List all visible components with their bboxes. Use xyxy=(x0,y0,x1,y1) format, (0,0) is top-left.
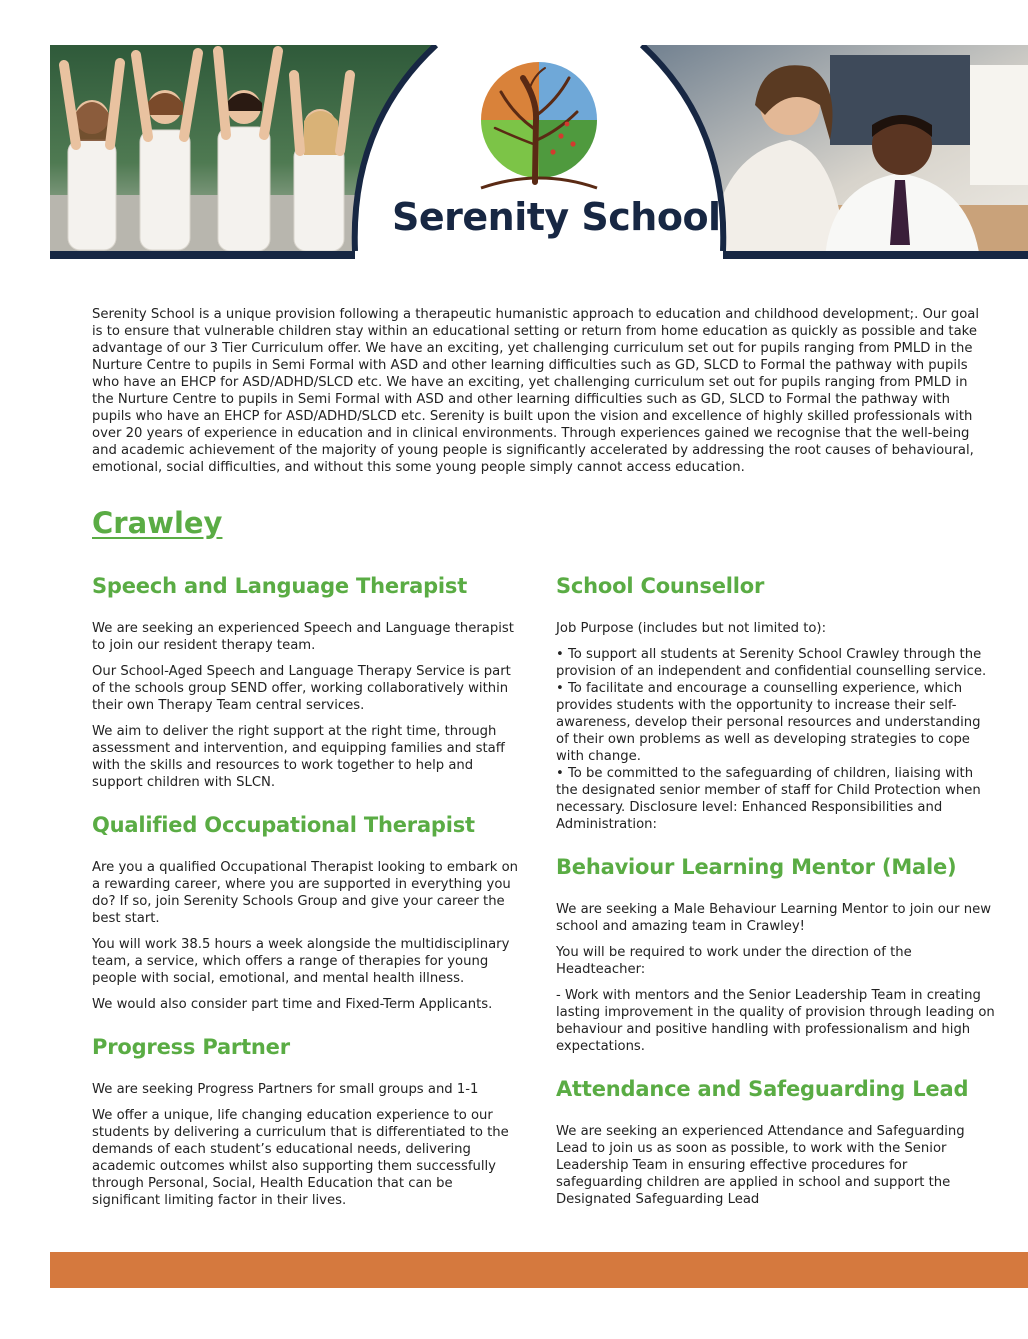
jobs-right-column xyxy=(556,570,996,1226)
job-paragraph: You will work 38.5 hours a week alongside the multidisciplinary team, a service, which offers a range of therapies for young people with social, emotional, and mental health illness. xyxy=(92,937,510,986)
job-paragraph: Our School-Aged Speech and Language Therapy Service is part of the schools group SEND offer, working collaboratively within their own Therapy Team central services. xyxy=(92,664,511,713)
job-paragraph: - Work with mentors and the Senior Leadership Team in creating lasting improvement in the quality of provision through leading on behaviour and positive handling with professionalism and high expectations. xyxy=(556,988,995,1054)
intro-paragraph: Serenity School is a unique provision following a therapeutic humanistic approach to education and childhood development;. Our goal is to ensure that vulnerable children stay within an educational setting or return from home education as quickly as possible and take advantage of our 3 Tier Curriculum offer. We have an exciting, yet challenging curriculum set out for pupils ranging from PMLD in the Nurture Centre to pupils in Semi Formal with ASD and other learning difficulties such as GD, SLCD to Formal the pathway with pupils who have an EHCP for ASD/ADHD/SLCD etc. We have an exciting, yet challenging curriculum set out for pupils ranging from PMLD in the Nurture Centre to pupils in Semi Formal with ASD and other learning difficulties such as GD, SLCD to Formal the pathway with pupils who have an EHCP for ASD/ADHD/SLCD etc. Serenity is built upon the vision and excellence of highly skilled professionals with over 20 years of experience in education and in clinical environments. Through experiences gained we recognise that the well-being and academic achievement of the majority of young people is significantly accelerated by addressing the root causes of behavioural, emotional, social difficulties, and without this some young people simply cannot access education. xyxy=(92,307,980,475)
job-school-counsellor xyxy=(556,570,996,833)
job-title: Attendance and Safeguarding Lead xyxy=(556,1077,969,1101)
location-heading: Crawley xyxy=(92,506,223,540)
job-title: Progress Partner xyxy=(92,1035,290,1059)
job-paragraph: We are seeking an experienced Speech and Language therapist to join our resident therapy team. xyxy=(92,621,514,653)
job-paragraph: We are seeking a Male Behaviour Learning Mentor to join our new school and amazing team in Crawley! xyxy=(556,902,992,934)
job-title: Behaviour Learning Mentor (Male) xyxy=(556,855,957,879)
job-paragraph: We would also consider part time and Fixed-Term Applicants. xyxy=(92,997,493,1012)
job-paragraph: We are seeking Progress Partners for small groups and 1-1 xyxy=(92,1082,479,1097)
header-banner xyxy=(50,45,1028,259)
job-title: Qualified Occupational Therapist xyxy=(92,813,475,837)
job-paragraph: We aim to deliver the right support at the right time, through assessment and intervention, and equipping families and staff with the skills and resources to work together to help and support children with SLCN. xyxy=(92,724,505,790)
brand-name: Serenity School xyxy=(392,195,721,239)
job-attendance-safeguarding-lead xyxy=(556,1073,996,1208)
job-paragraph: Are you a qualified Occupational Therapist looking to embark on a rewarding career, where you are supported in everything you do? If so, join Serenity Schools Group and give your career the best start. xyxy=(92,860,519,926)
tree-logo-icon xyxy=(481,62,597,188)
job-occupational-therapist xyxy=(92,809,524,1013)
job-title: School Counsellor xyxy=(556,574,765,598)
job-title: Speech and Language Therapist xyxy=(92,574,468,598)
footer-bar xyxy=(50,1252,1028,1288)
jobs-left-column xyxy=(92,570,524,1227)
job-bullet: • To support all students at Serenity School Crawley through the provision of an independent and confidential counselling service. xyxy=(556,647,987,679)
job-progress-partner xyxy=(92,1031,524,1209)
job-bullet: • To be committed to the safeguarding of children, liaising with the designated senior member of staff for Child Protection when necessary. Disclosure level: Enhanced Responsibilities and Administration: xyxy=(556,766,981,832)
children-raising-arms-photo xyxy=(50,45,450,259)
job-bullet: • To facilitate and encourage a counselling experience, which provides students with the opportunity to increase their self-awareness, develop their personal resources and understanding of their own problems as well as developing strategies to cope with change. xyxy=(556,681,981,764)
job-paragraph: We are seeking an experienced Attendance and Safeguarding Lead to join us as soon as possible, to work with the Senior Leadership Team in ensuring effective procedures for safeguarding children are applied in school and support the Designated Safeguarding Lead xyxy=(556,1124,965,1207)
job-speech-language-therapist xyxy=(92,570,524,791)
job-paragraph: We offer a unique, life changing education experience to our students by delivering a curriculum that is differentiated to the demands of each student’s educational needs, delivering academic outcomes whilst also supporting them successfully through Personal, Social, Health Education that can be significant limiting factor in their lives. xyxy=(92,1108,509,1208)
job-paragraph: You will be required to work under the direction of the Headteacher: xyxy=(556,945,912,977)
job-paragraph: Job Purpose (includes but not limited to): xyxy=(556,621,827,636)
job-behaviour-learning-mentor xyxy=(556,851,996,1055)
